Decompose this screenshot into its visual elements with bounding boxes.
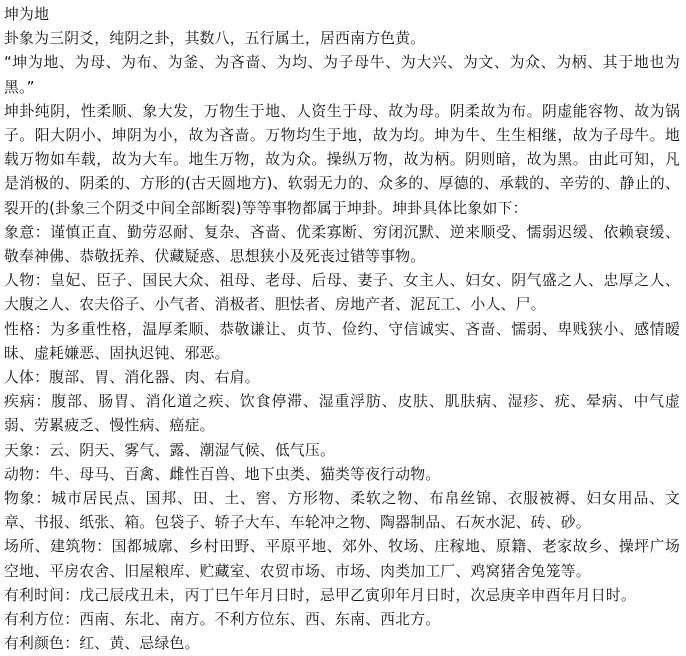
paragraph-explanation: 坤卦纯阴，性柔顺、象大发，万物生于地、人资生于母、故为母。阴柔故为布。阴虚能容物、故为锅子。阳大阴小、坤阴为小，故为吝啬。万物均生于地，故为均。坤为牛、生生相继，故为子母牛。地载万物如车载，故为大车。地生万物，故为众。操纵万物，故为柄。阴则暗，故为黑。由此可知，凡是消极的、阴柔的、方形的(古天圆地方)、软弱无力的、众多的、厚德的、承载的、辛劳的、静止的、裂开的(卦象三个阴爻中间全部断裂)等等事物都属于坤卦。坤卦具体比象如下：: [4, 102, 680, 217]
paragraph-personality: 性格：为多重性格，温厚柔顺、恭敬谦让、贞节、俭约、守信诚实、吝啬、懦弱、卑贱狭小、感情暧昧、虚耗嫌恶、固执迟钝、邪恶。: [4, 320, 680, 362]
document-title: 坤为地: [4, 6, 50, 23]
paragraph-places: 场所、建筑物：国都城廓、乡村田野、平原平地、郊外、牧场、庄稼地、原籍、老家故乡、操坪广场空地、平房农舍、旧屋粮库、贮藏室、农贸市场、市场、肉类加工厂、鸡窝猪舍兔笼等。: [4, 538, 680, 580]
paragraph-disease: 疾病：腹部、肠胃、消化道之疾、饮食停滞、湿重浮肪、皮肤、肌肤病、湿疹、疣、晕病、中气虚弱、劳累疲乏、慢性病、癌症。: [4, 393, 680, 435]
document-body: [4, 3, 680, 656]
paragraph-favorable-time: 有利时间：戊己辰戌丑未，丙丁巳午年月日时，忌甲乙寅卯年月日时，次忌庚辛申酉年月日时。: [4, 586, 636, 604]
paragraph-weather: 天象：云、阴天、雾气、露、潮湿气候、低气压。: [4, 441, 336, 459]
paragraph-quotation: “坤为地、为母、为布、为釜、为吝啬、为均、为子母牛、为大兴、为文、为众、为柄、其于地也为黑。”: [4, 54, 680, 96]
paragraph-objects: 物象：城市居民点、国邦、田、土、窖、方形物、柔软之物、布帛丝锦、衣服被褥、妇女用品、文章、书报、纸张、箱。包袋子、轿子大车、车轮冲之物、陶器制品、石灰水泥、砖、砂。: [4, 490, 680, 532]
paragraph-body: 人体：腹部、胃、消化器、肉、右肩。: [4, 369, 260, 387]
paragraph-favorable-direction: 有利方位：西南、东北、南方。不利方位东、西、东南、西北方。: [4, 611, 441, 629]
paragraph-favorable-color: 有利颜色：红、黄、忌绿色。: [4, 635, 200, 653]
paragraph-people: 人物：皇妃、臣子、国民大众、祖母、老母、后母、妻子、女主人、妇女、阴气盛之人、忠厚之人、大腹之人、农夫俗子、小气者、消极者、胆怯者、房地产者、泥瓦工、小人、尸。: [4, 272, 680, 314]
paragraph-hexagram-summary: 卦象为三阴爻，纯阴之卦，其数八，五行属土，居西南方色黄。: [4, 30, 426, 48]
paragraph-animals: 动物：牛、母马、百禽、雌性百兽、地下虫类、猫类等夜行动物。: [4, 465, 441, 483]
paragraph-meaning: 象意：谨慎正直、勤劳忍耐、复杂、吝啬、优柔寡断、穷闭沉默、逆来顺受、懦弱迟缓、依赖衰缓、敬奉神佛、恭敬抚养、伏藏疑惑、思想狭小及死丧过错等事物。: [4, 223, 680, 266]
